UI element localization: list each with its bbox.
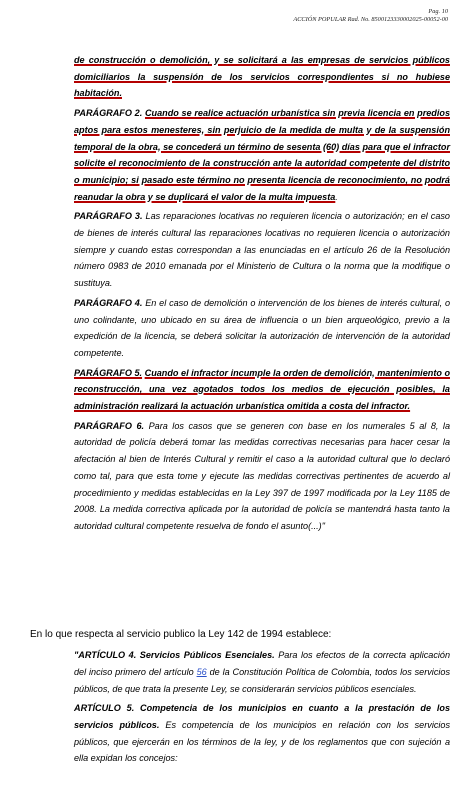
paragrafo-6 (74, 418, 450, 535)
articulo-4-text-after: de la Constitución Política de Colombia, todos los servicios públicos, de que trata la presente Ley, se considerarán servicios públicos esenciales. (74, 666, 450, 694)
paragrafo-3 (74, 208, 450, 292)
page-header (293, 8, 448, 24)
paragrafo-4-text: En el caso de demolición o intervención de los bienes de interés cultural, o uno colindante, uno ubicado en su área de influencia o un bien arqueológico, previo a la expedición de la licencia, se deberá solicitar la autorización de intervención de la autoridad competente. (74, 297, 451, 358)
constitution-article-link[interactable]: 56 (196, 666, 207, 677)
quoted-law-142 (74, 647, 450, 769)
articulo-5-label: ARTÍCULO 5. Competencia de los municipios en cuanto a la prestación de los servicios públicos. (74, 702, 450, 730)
articulo-4-label: "ARTÍCULO 4. Servicios Públicos Esenciales. (74, 650, 275, 660)
paragraph-continuation (74, 52, 450, 102)
paragrafo-2 (74, 105, 450, 205)
paragrafo-3-label: PARÁGRAFO 3. (74, 211, 143, 222)
articulo-4 (74, 647, 450, 698)
case-reference: ACCIÓN POPULAR Rad. No. 85001233300020​25-00052-00 (293, 16, 448, 23)
paragrafo-2-label: PARÁGRAFO 2. (74, 108, 143, 119)
continuation-text: de construcción o demolición, y se solicitará a las empresas de servicios públicos domiciliarios la suspensión de los servicios correspondientes si no hubiese habitación. (74, 55, 450, 99)
paragrafo-6-label: PARÁGRAFO 6. (74, 420, 145, 431)
paragrafo-2-end: . (335, 191, 338, 202)
paragrafo-4-label: PARÁGRAFO 4. (74, 297, 143, 308)
paragrafo-5-label: PARÁGRAFO 5. (74, 367, 143, 378)
page-number: Pag. 10 (428, 8, 448, 15)
paragrafo-5 (74, 365, 450, 415)
paragrafo-5-text: Cuando el infractor incumple la orden de demolición, mantenimiento o reconstrucción, una vez agotados todos los medios de ejecución posibles, la administración realizará la actuación urbanística omitida a costa del infractor. (74, 367, 450, 412)
articulo-5-text: Es competencia de los municipios en relación con los servicios públicos, que ejercerán en los términos de la ley, y de los reglamentos que con sujeción a ella expidan los concejos: (74, 719, 451, 764)
articulo-4-text-before: Para los efectos de la correcta aplicación del inciso primero del artículo (74, 650, 451, 677)
paragrafo-6-text: Para los casos que se generen con base en los numerales 5 al 8, la autoridad de policía deberá tomar las medidas correctivas necesarias para hacer cesar la afectación al bien de Interés Cultural y remitir el caso a la autoridad cultural que lo declaró como tal, para que esta tome y ejecute las medidas correctivas pertinentes de acuerdo al procedimiento y medidas establecidas en la Ley 397 de 1997 modificada por la Ley 1185 de 2008. La medida correctiva aplicada por la autoridad de policía se mantendrá hasta tanto la autoridad cultural competente resuelva de fondo el asunto(...)" (74, 420, 450, 531)
intro-sentence: En lo que respecta al servicio publico la Ley 142 de 1994 establece: (30, 629, 332, 640)
paragrafo-4 (74, 295, 450, 362)
quoted-law-text (74, 52, 450, 538)
paragrafo-3-text: Las reparaciones locativas no requieren licencia o autorización; en el caso de bienes de interés cultural las reparaciones locativas no requieren licencia o autorización siempre y cuando estas correspondan a las enunciadas en el artículo 26 de la Resolución número 0983 de 2010 emanada por el Ministerio de Cultura o la norma que la modifique o sustituya. (74, 211, 450, 289)
articulo-5 (74, 700, 450, 768)
paragrafo-2-text: Cuando se realice actuación urbanística sin previa licencia en predios aptos para estos menesteres, sin perjuicio de la medida de multa y de la suspensión temporal de la obra, se concederá un término de sesenta (60) días para que el infractor solicite el reconocimiento de la construcción ante la autoridad competente del distrito o municipio; si pasado este término no presenta licencia de reconocimiento, no podrá reanudar la obra y se duplicará el valor de la multa impuesta (74, 108, 450, 202)
